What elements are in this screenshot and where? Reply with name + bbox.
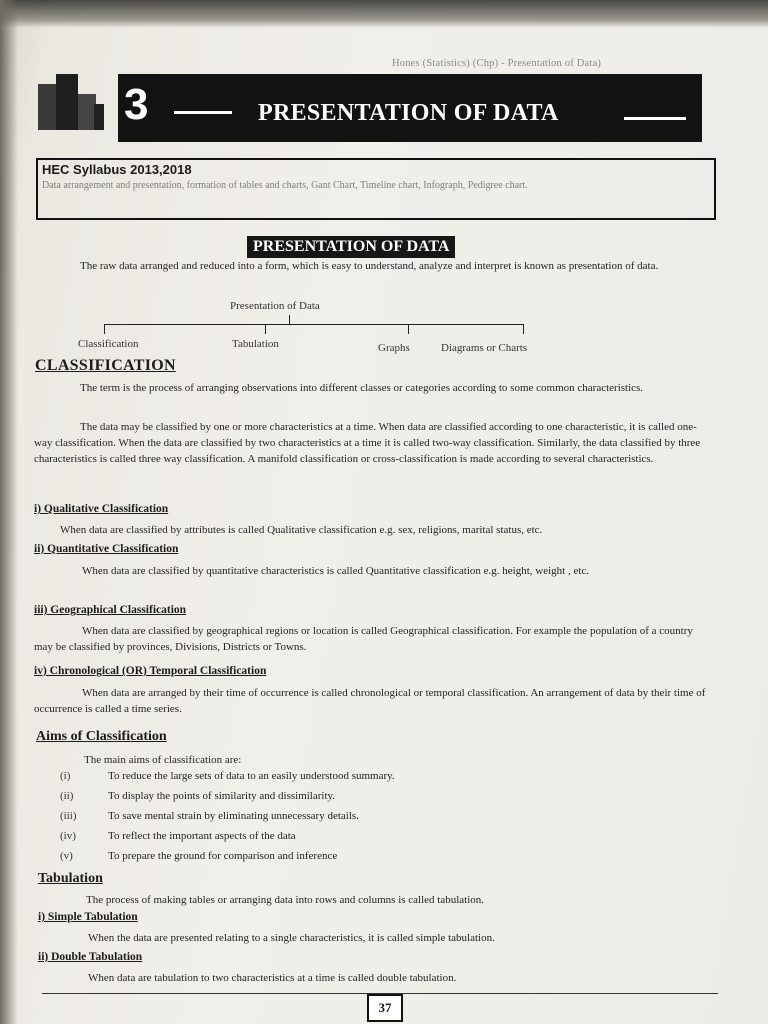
type-paragraph: When data are classified by attributes is called Qualitative classification e.g. sex, religions, marital status, etc. (60, 524, 543, 536)
subheading: ii) Quantitative Classification (34, 543, 179, 555)
tabulation-paragraph: When the data are presented relating to a single characteristics, it is called simple tabulation. (88, 932, 495, 944)
classification-paragraph: The data may be classified by one or more characteristics at a time. When data are classified according to one characteristic, it is called one-way classification. When the data are classified by two characteristics at a time it is called two-way classification. Similarly, the data classified by three characteristics is called three way classification. A manifold classification or cross-classification is made according to several characteristics. (34, 421, 701, 465)
aim-text: To reflect the important aspects of the data (108, 830, 296, 842)
aim-number: (iii) (60, 810, 77, 822)
section-title: PRESENTATION OF DATA (247, 236, 455, 258)
tree-branch: Graphs (378, 342, 410, 354)
tree-drop (523, 324, 524, 334)
page-edge-shadow (0, 0, 768, 28)
subheading: ii) Double Tabulation (38, 951, 143, 963)
syllabus-text: Data arrangement and presentation, formation of tables and charts, Gant Chart, Timeline chart, Infograph, Pedigree chart. (42, 180, 528, 191)
chapter-logo-icon (34, 64, 116, 140)
chapter-number: 3 (124, 80, 149, 129)
tree-drop (104, 324, 105, 334)
subheading: i) Simple Tabulation (38, 911, 138, 923)
type-paragraph: When data are classified by quantitative characteristics is called Quantitative classification e.g. height, weight , etc. (82, 565, 590, 577)
page-side-shadow (0, 0, 18, 1024)
aim-text: To save mental strain by eliminating unnecessary details. (108, 810, 359, 822)
tree-drop (265, 324, 266, 334)
tabulation-paragraph: When data are tabulation to two characteristics at a time is called double tabulation. (88, 972, 457, 984)
subheading: iii) Geographical Classification (34, 604, 187, 616)
tabulation-heading: Tabulation (38, 871, 103, 886)
tree-branch: Diagrams or Charts (441, 342, 528, 354)
tree-bar (104, 324, 524, 325)
type-paragraph: When data are classified by geographical regions or location is called Geographical classification. For example the population of a country may be classified by provinces, Divisions, Districts or Towns. (34, 625, 693, 653)
type-paragraph: When data are arranged by their time of occurrence is called chronological or temporal classification. An arrangement of data by their time of occurrence is called a time series. (34, 687, 706, 715)
chapter-title: PRESENTATION OF DATA (258, 100, 559, 126)
banner-rule-left (174, 111, 232, 114)
aim-number: (v) (60, 850, 73, 862)
tree-drop (408, 324, 409, 334)
subheading: i) Qualitative Classification (34, 503, 169, 515)
aims-heading: Aims of Classification (36, 729, 167, 744)
page-number: 37 (367, 994, 403, 1022)
aim-number: (ii) (60, 790, 74, 802)
classification-paragraph: The term is the process of arranging observations into different classes or categories according to some common characteristics. (80, 382, 644, 394)
tree-branch: Tabulation (232, 338, 279, 350)
tree-stem (289, 315, 290, 324)
aim-number: (i) (60, 770, 71, 782)
aim-text: To prepare the ground for comparison and inference (108, 850, 338, 862)
subheading: iv) Chronological (OR) Temporal Classification (34, 665, 267, 677)
tree-root: Presentation of Data (230, 300, 320, 312)
tabulation-paragraph: The process of making tables or arranging data into rows and columns is called tabulation. (86, 894, 485, 906)
aim-number: (iv) (60, 830, 76, 842)
intro-paragraph: The raw data arranged and reduced into a form, which is easy to understand, analyze and interpret is known as presentation of data. (80, 260, 659, 272)
aim-text: To display the points of similarity and dissimilarity. (108, 790, 336, 802)
banner-rule-right (624, 117, 686, 120)
aims-intro: The main aims of classification are: (84, 754, 242, 766)
classification-heading: CLASSIFICATION (35, 357, 176, 374)
syllabus-title: HEC Syllabus 2013,2018 (42, 162, 192, 177)
tree-branch: Classification (78, 338, 139, 350)
running-head: Hones (Statistics) (Chp) - Presentation of Data) (392, 58, 602, 69)
aim-text: To reduce the large sets of data to an easily understood summary. (108, 770, 395, 782)
